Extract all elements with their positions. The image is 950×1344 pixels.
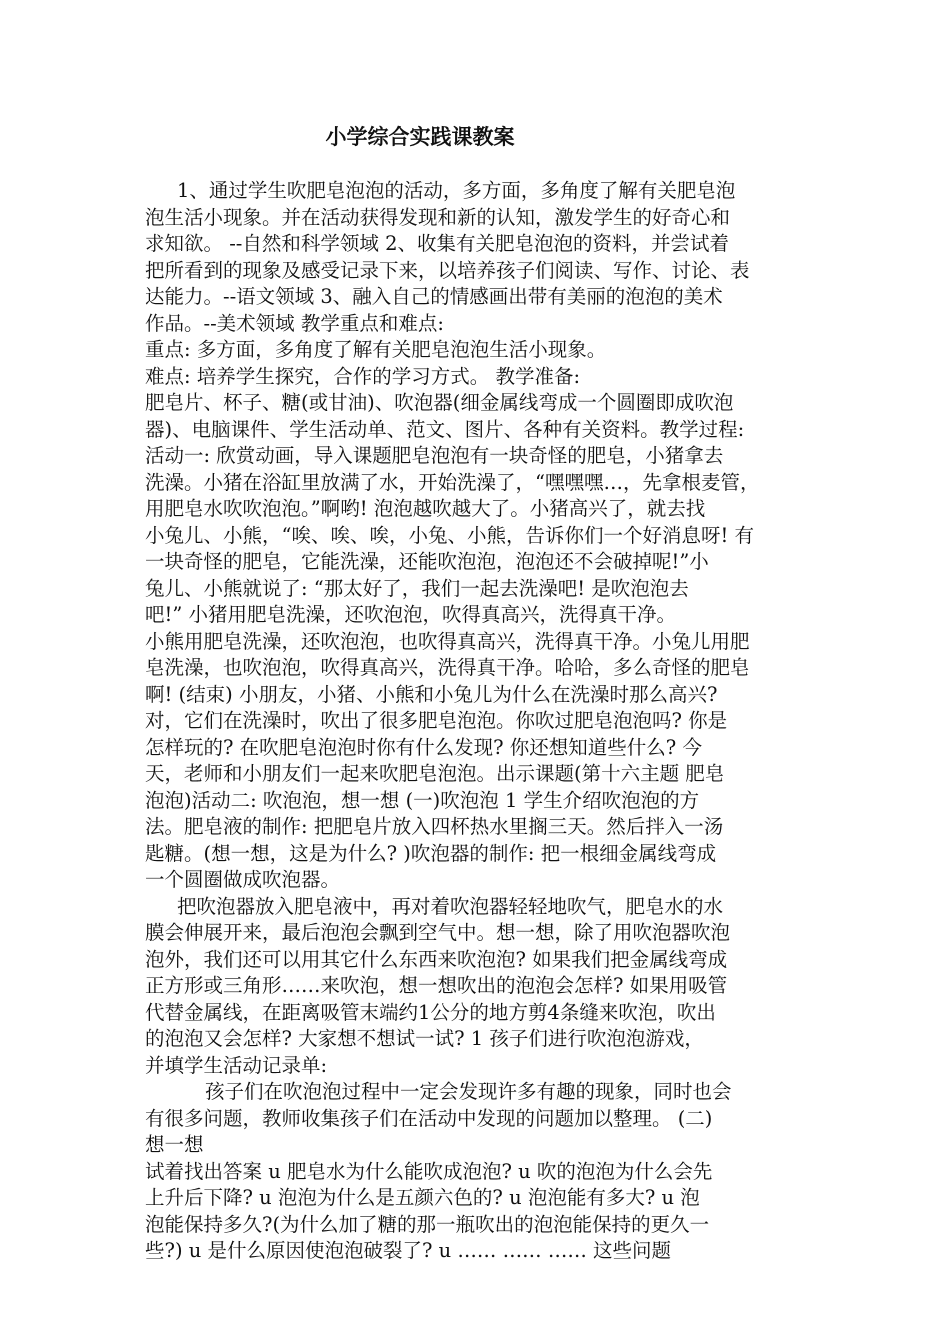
text-line: 啊! (结束) 小朋友，小猪、小熊和小兔儿为什么在洗澡时那么高兴? (145, 682, 718, 706)
text-line: 匙糖。(想一想，这是为什么? )吹泡器的制作: 把一根细金属线弯成 (145, 841, 717, 865)
text-line: 小熊用肥皂洗澡，还吹泡泡，也吹得真高兴，洗得真干净。小兔儿用肥 (145, 629, 750, 653)
text-line: 1、通过学生吹肥皂泡泡的活动，多方面，多角度了解有关肥皂泡 (177, 179, 736, 202)
document-body (145, 178, 815, 1265)
text-line: 泡生活小现象。并在活动获得发现和新的认知，激发学生的好奇心和 (145, 205, 731, 229)
text-line: 泡能保持多久?(为什么加了糖的那一瓶吹出的泡泡能保持的更久一 (145, 1212, 710, 1236)
text-line: 作品。--美术领域 教学重点和难点: (145, 311, 444, 335)
text-line: 皂洗澡，也吹泡泡，吹得真高兴，洗得真干净。哈哈，多么奇怪的肥皂 (145, 656, 750, 679)
text-line: 对，它们在洗澡时，吹出了很多肥皂泡泡。你吹过肥皂泡泡吗? 你是 (145, 709, 728, 732)
text-line: 泡泡)活动二: 吹泡泡，想一想 (一)吹泡泡 1 学生介绍吹泡泡的方 (145, 788, 700, 812)
text-line: 正方形或三角形……来吹泡，想一想吹出的泡泡会怎样? 如果用吸管 (145, 974, 728, 997)
text-line: 兔儿、小熊就说了: “那太好了，我们一起去洗澡吧! 是吹泡泡去 (145, 576, 689, 600)
text-line: 泡外，我们还可以用其它什么东西来吹泡泡? 如果我们把金属线弯成 (145, 947, 728, 971)
text-line: 把所看到的现象及感受记录下来，以培养孩子们阅读、写作、讨论、表 (145, 258, 750, 282)
text-line: 代替金属线，在距离吸管末端约1公分的地方剪4条缝来吹泡，吹出 (145, 1000, 716, 1024)
text-line: 把吹泡器放入肥皂液中，再对着吹泡器轻轻地吹气，肥皂水的水 (177, 894, 724, 918)
text-line: 一块奇怪的肥皂，它能洗澡，还能吹泡泡，泡泡还不会破掉呢!”小 (145, 550, 709, 573)
text-line: 上升后下降? u 泡泡为什么是五颜六色的? u 泡泡能有多大? u 泡 (145, 1186, 700, 1209)
text-line: 些?) u 是什么原因使泡泡破裂了? u …… …… …… 这些问题 (145, 1239, 672, 1262)
text-line: 并填学生活动记录单: (145, 1053, 328, 1077)
text-line: 想一想 (145, 1133, 204, 1156)
text-line: 小兔儿、小熊，“唉、唉、唉，小兔、小熊，告诉你们一个好消息呀! 有 (145, 523, 755, 547)
text-line: 有很多问题，教师收集孩子们在活动中发现的问题加以整理。 (二) (145, 1106, 713, 1130)
text-line: 活动一: 欣赏动画，导入课题肥皂泡泡有一块奇怪的肥皂，小猪拿去 (145, 444, 724, 467)
text-line: 用肥皂水吹吹泡泡。”啊哟! 泡泡越吹越大了。小猪高兴了，就去找 (145, 497, 706, 520)
text-line: 试着找出答案 u 肥皂水为什么能吹成泡泡? u 吹的泡泡为什么会先 (145, 1159, 713, 1183)
text-line: 的泡泡又会怎样? 大家想不想试一试? 1 孩子们进行吹泡泡游戏， (145, 1027, 704, 1050)
text-line: 肥皂片、杯子、糖(或甘油)、吹泡器(细金属线弯成一个圆圈即成吹泡 (145, 391, 734, 414)
text-line: 达能力。--语文领域 3、融入自己的情感画出带有美丽的泡泡的美术 (145, 285, 723, 308)
text-line: 天，老师和小朋友们一起来吹肥皂泡泡。出示课题(第十六主题 肥皂 (145, 762, 725, 785)
text-line: 一个圆圈做成吹泡器。 (145, 868, 341, 891)
text-line: 重点: 多方面，多角度了解有关肥皂泡泡生活小现象。 (145, 338, 607, 361)
document-title: 小学综合实践课教案 (325, 125, 515, 149)
text-line: 膜会伸展开来，最后泡泡会飘到空气中。想一想，除了用吹泡器吹泡 (145, 921, 731, 944)
text-line: 器)、电脑课件、学生活动单、范文、图片、各种有关资料。教学过程: (145, 417, 745, 441)
text-line: 法。肥皂液的制作: 把肥皂片放入四杯热水里搁三天。然后拌入一汤 (145, 815, 724, 838)
text-line: 难点: 培养学生探究，合作的学习方式。 教学准备: (145, 364, 581, 388)
text-line: 怎样玩的? 在吹肥皂泡泡时你有什么发现? 你还想知道些什么? 今 (145, 735, 702, 759)
text-line: 孩子们在吹泡泡过程中一定会发现许多有趣的现象，同时也会 (205, 1080, 732, 1103)
text-line: 求知欲。 --自然和科学领域 2、收集有关肥皂泡泡的资料，并尝试着 (145, 232, 729, 255)
text-line: 吧!” 小猪用肥皂洗澡，还吹泡泡，吹得真高兴，洗得真干净。 (145, 603, 677, 626)
text-line: 洗澡。小猪在浴缸里放满了水，开始洗澡了，“嘿嘿嘿…，先拿根麦管， (145, 470, 760, 494)
